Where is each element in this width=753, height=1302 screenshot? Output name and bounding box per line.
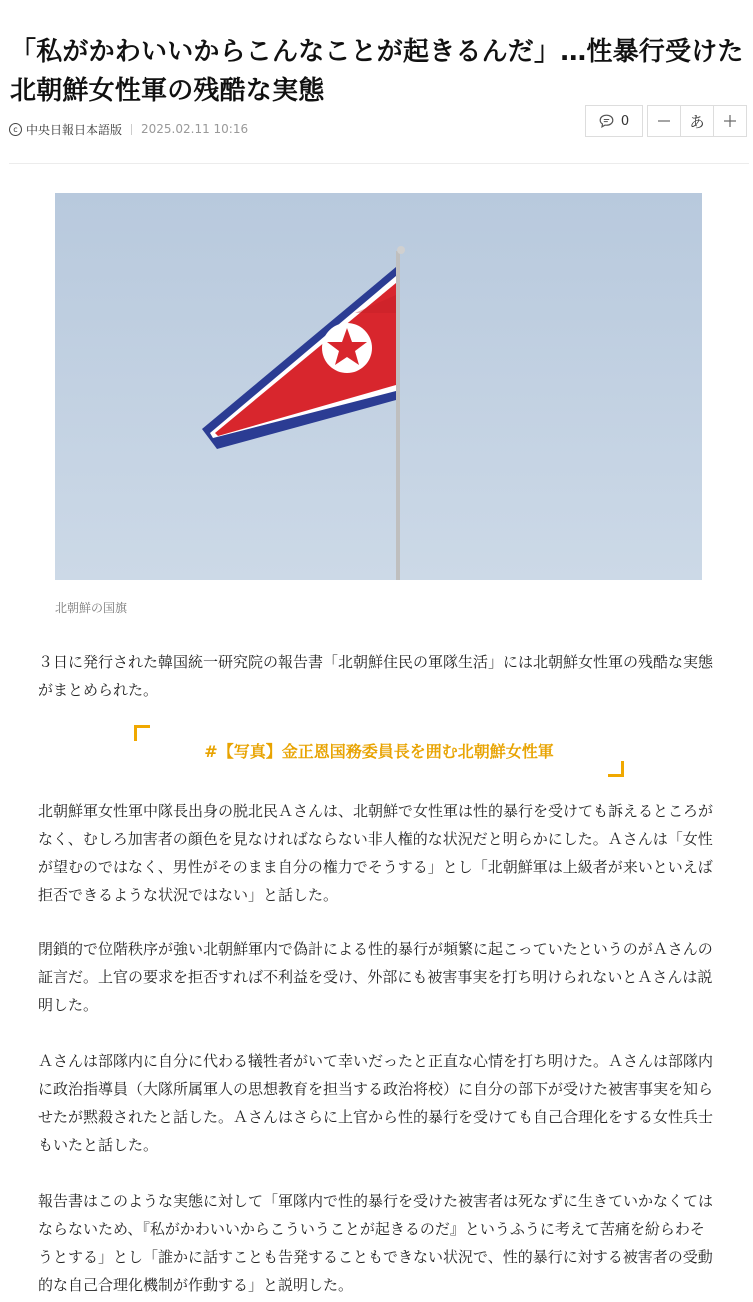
article-paragraph: 北朝鮮軍女性軍中隊長出身の脱北民Ａさんは、北朝鮮で女性軍は性的暴行を受けても訴えるところがなく、むしろ加害者の顔色を見なければならない非人権的な状況だと明らかにした。Ａさんは「女性が望むのではなく、男性がそのまま自分の権力でそうする」とし「北朝鮮軍は上級者が来いといえば拒否できるような状況ではない」と話した。 [38,802,714,904]
comment-icon [599,114,614,128]
related-photo-link[interactable]: #【写真】金正恩国務委員長を囲む北朝鮮女性軍 [204,742,554,761]
font-decrease-button[interactable] [647,105,681,137]
related-link-box [134,725,624,777]
article-meta [9,121,248,137]
article-title: 「私がかわいいからこんなことが起きるんだ」…性暴行受けた北朝鮮女性軍の残酷な実態 [10,37,744,107]
font-increase-button[interactable] [713,105,747,137]
article-paragraph: 閉鎖的で位階秩序が強い北朝鮮軍内で偽計による性的暴行が頻繁に起こっていたというのがＡさんの証言だ。上官の要求を拒否すれば不利益を受け、外部にも被害事実を打ち明けられないとＡさんは説明した。 [38,940,713,1014]
comment-count: 0 [620,113,630,129]
minus-icon [657,114,671,128]
font-size-controls [647,105,747,137]
article-datetime: 2025.02.11 10:16 [141,122,249,136]
plus-icon [723,114,737,128]
article-paragraph: 報告書はこのような実態に対して「軍隊内で性的暴行を受けた被害者は死なずに生きていかなくてはならないため、『私がかわいいからこういうことが起きるのだ』というふうに考えて苦痛を紛らわそうとする」とし「誰かに話すことも告発することもできない状況で、性的暴行に対する被害者の受動的な自己合理化機制が作動する」と説明した。 [38,1192,714,1294]
font-reset-button[interactable] [680,105,714,137]
header-divider [9,163,749,164]
article-tools [585,105,747,137]
article-photo [55,193,702,580]
bracket-bottom-right [608,761,624,777]
copyright-icon: c [9,123,22,136]
comment-button[interactable] [585,105,643,137]
photo-caption: 北朝鮮の国旗 [55,601,128,615]
article-paragraph: ３日に発行された韓国統一研究院の報告書「北朝鮮住民の軍隊生活」には北朝鮮女性軍の残酷な実態がまとめられた。 [38,653,714,699]
font-label: あ [689,112,705,131]
article-paragraph: Ａさんは部隊内に自分に代わる犠牲者がいて幸いだったと正直な心情を打ち明けた。Ａさんは部隊内に政治指導員（大隊所属軍人の思想教育を担当する政治将校）に自分の部下が受けた被害事実を知らせたが黙殺されたと話した。Ａさんはさらに上官から性的暴行を受けても自己合理化をする女性兵士もいたと話した。 [38,1052,714,1154]
meta-divider [131,124,132,135]
article-source: 中央日報日本語版 [26,122,123,137]
